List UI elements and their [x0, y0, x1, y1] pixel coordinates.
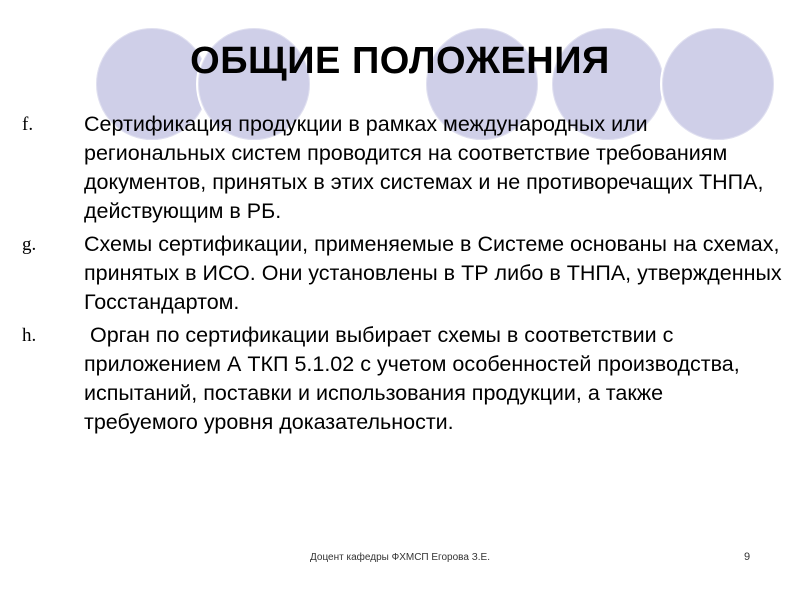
slide-title: ОБЩИЕ ПОЛОЖЕНИЯ: [190, 40, 610, 82]
page-number: 9: [744, 551, 751, 563]
list-marker: g.: [22, 234, 37, 255]
list-item-text: Сертификация продукции в рамках международных или региональных систем проводится на соответствие требованиям документов, принятых в этих системах и не противоречащих ТНПА, действующим в РБ.: [84, 112, 764, 223]
list-item: [22, 321, 782, 437]
list-marker: h.: [22, 325, 37, 346]
list-item: [22, 230, 782, 317]
list-marker: f.: [22, 114, 34, 135]
bullet-list: [22, 110, 782, 441]
list-item-text: Орган по сертификации выбирает схемы в соответствии с приложением А ТКП 5.1.02 с учетом особенностей производства, испытаний, поставки и использования продукции, а также требуемого уровня доказательности.: [84, 323, 746, 434]
footer-author: Доцент кафедры ФХМСП Егорова З.Е.: [310, 552, 490, 563]
list-item-text: Схемы сертификации, применяемые в Системе основаны на схемах, принятых в ИСО. Они установлены в ТР либо в ТНПА, утвержденных Госстандартом.: [84, 232, 782, 314]
list-item: [22, 110, 782, 226]
